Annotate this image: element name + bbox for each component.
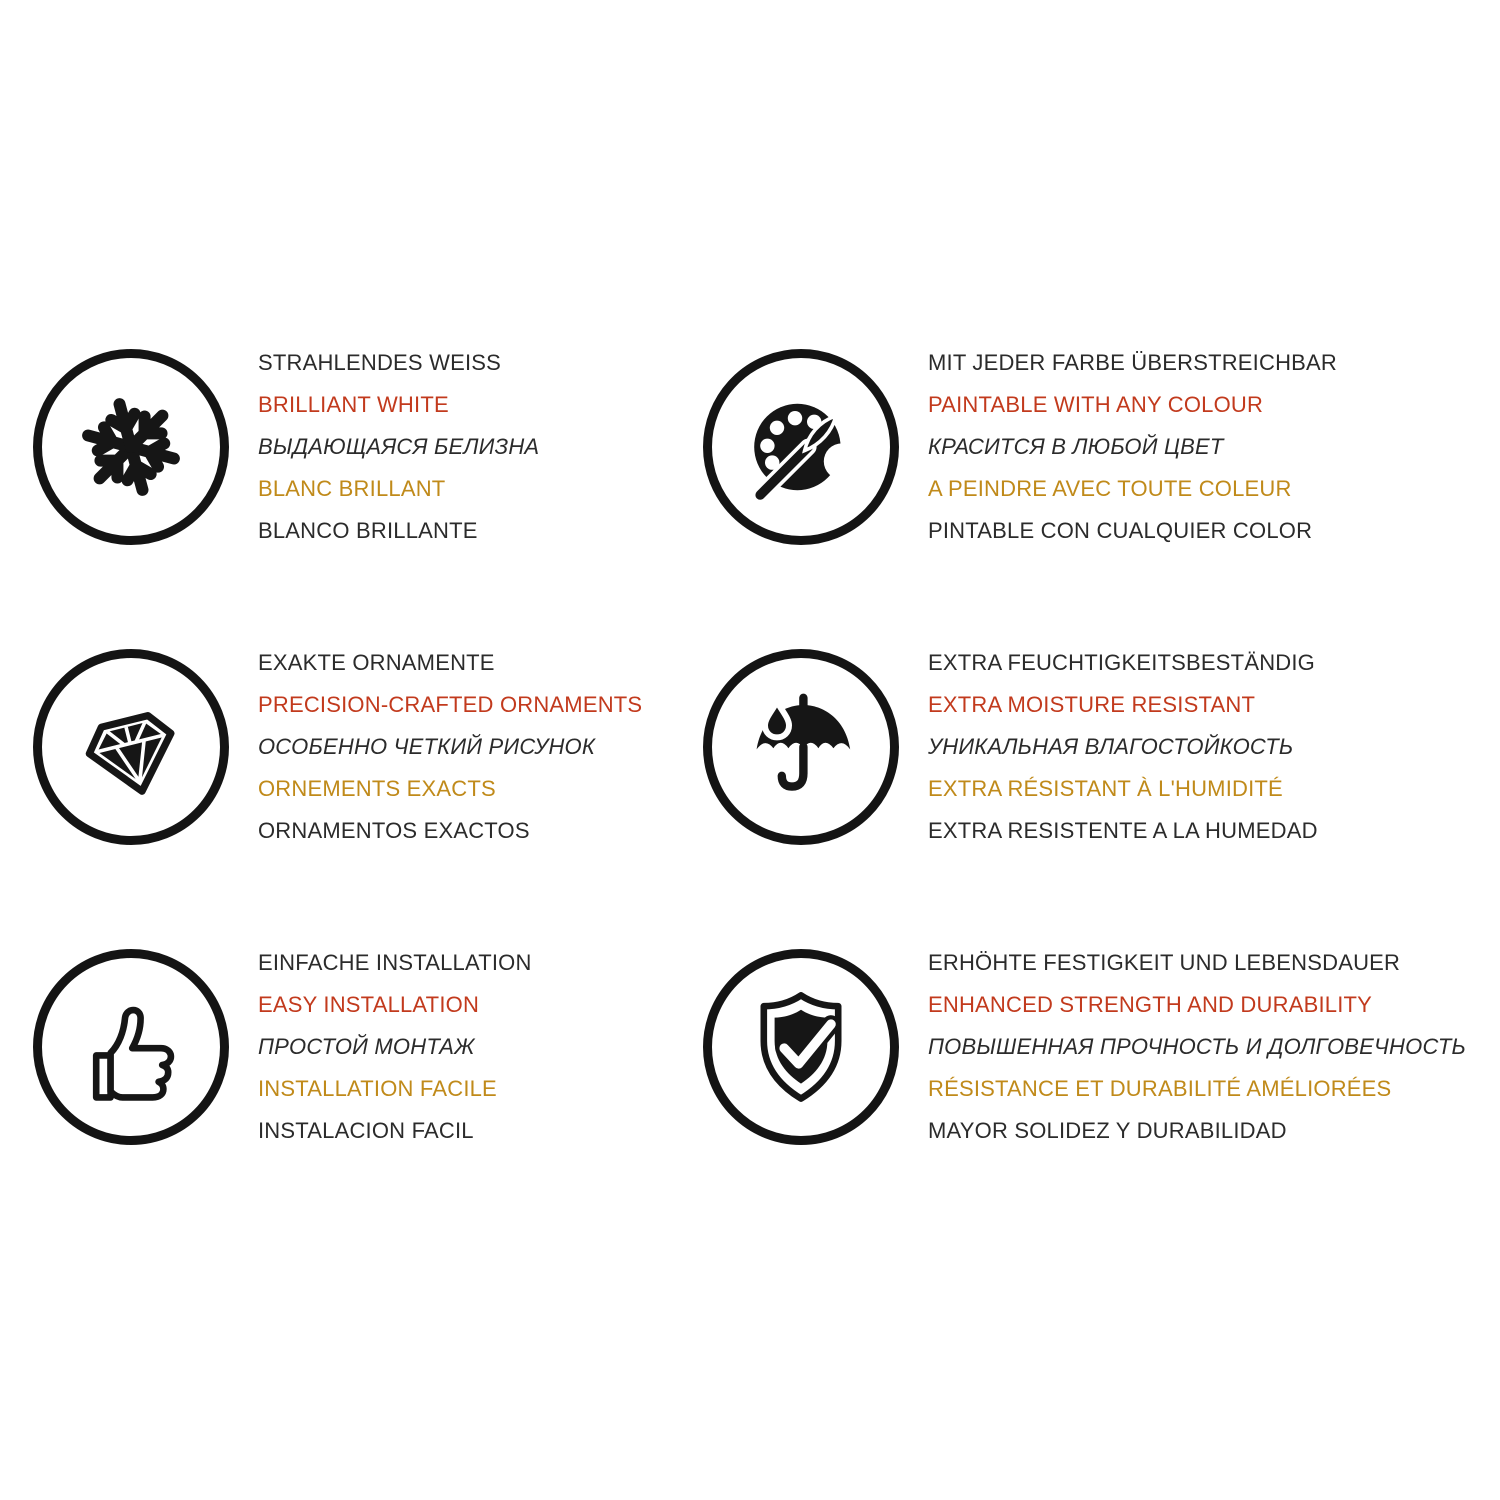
label-german: ERHÖHTE FESTIGKEIT UND LEBENSDAUER [928,950,1401,975]
feature-text-block [928,642,1318,852]
label-english: PRECISION-CRAFTED ORNAMENTS [258,692,643,717]
label-french: BLANC BRILLANT [258,476,446,501]
label-russian: ПРОСТОЙ МОНТАЖ [258,1034,475,1059]
feature-easy-installation [33,942,703,1152]
feature-paintable-any-colour [703,342,1480,552]
shield-check-icon [703,949,899,1145]
label-russian: УНИКАЛЬНАЯ ВЛАГОСТОЙКОСТЬ [928,734,1294,759]
feature-moisture-resistant [703,642,1480,852]
thumbs-up-icon [33,949,229,1145]
label-spanish: INSTALACION FACIL [258,1118,474,1143]
feature-text-block [928,342,1337,552]
label-english: PAINTABLE WITH ANY COLOUR [928,392,1264,417]
feature-precision-ornaments [33,642,703,852]
label-spanish: PINTABLE CON CUALQUIER COLOR [928,518,1313,543]
feature-grid [33,342,1480,1152]
label-german: EXAKTE ORNAMENTE [258,650,495,675]
label-english: BRILLIANT WHITE [258,392,449,417]
feature-text-block [258,342,539,552]
label-spanish: EXTRA RESISTENTE A LA HUMEDAD [928,818,1318,843]
label-russian: ПОВЫШЕННАЯ ПРОЧНОСТЬ И ДОЛГОВЕЧНОСТЬ [928,1034,1466,1059]
label-spanish: ORNAMENTOS EXACTOS [258,818,530,843]
label-french: INSTALLATION FACILE [258,1076,497,1101]
label-french: EXTRA RÉSISTANT À L'HUMIDITÉ [928,776,1283,801]
label-english: ENHANCED STRENGTH AND DURABILITY [928,992,1373,1017]
feature-text-block [928,942,1466,1152]
feature-text-block [258,642,642,852]
label-french: ORNEMENTS EXACTS [258,776,496,801]
umbrella-icon [703,649,899,845]
snowflake-icon [33,349,229,545]
label-english: EXTRA MOISTURE RESISTANT [928,692,1256,717]
label-german: STRAHLENDES WEISS [258,350,502,375]
label-french: RÉSISTANCE ET DURABILITÉ AMÉLIORÉES [928,1076,1392,1101]
label-french: A PEINDRE AVEC TOUTE COLEUR [928,476,1292,501]
label-spanish: MAYOR SOLIDEZ Y DURABILIDAD [928,1118,1287,1143]
label-russian: ВЫДАЮЩАЯСЯ БЕЛИЗНА [258,434,540,459]
label-russian: КРАСИТСЯ В ЛЮБОЙ ЦВЕТ [928,434,1224,459]
label-spanish: BLANCO BRILLANTE [258,518,478,543]
diamond-icon [33,649,229,845]
label-russian: ОСОБЕННО ЧЕТКИЙ РИСУНОК [258,734,596,759]
label-english: EASY INSTALLATION [258,992,480,1017]
label-german: MIT JEDER FARBE ÜBERSTREICHBAR [928,350,1337,375]
feature-strength-durability [703,942,1480,1152]
label-german: EINFACHE INSTALLATION [258,950,532,975]
label-german: EXTRA FEUCHTIGKEITSBESTÄNDIG [928,650,1315,675]
paint-palette-icon [703,349,899,545]
feature-text-block [258,942,532,1152]
feature-brilliant-white [33,342,703,552]
